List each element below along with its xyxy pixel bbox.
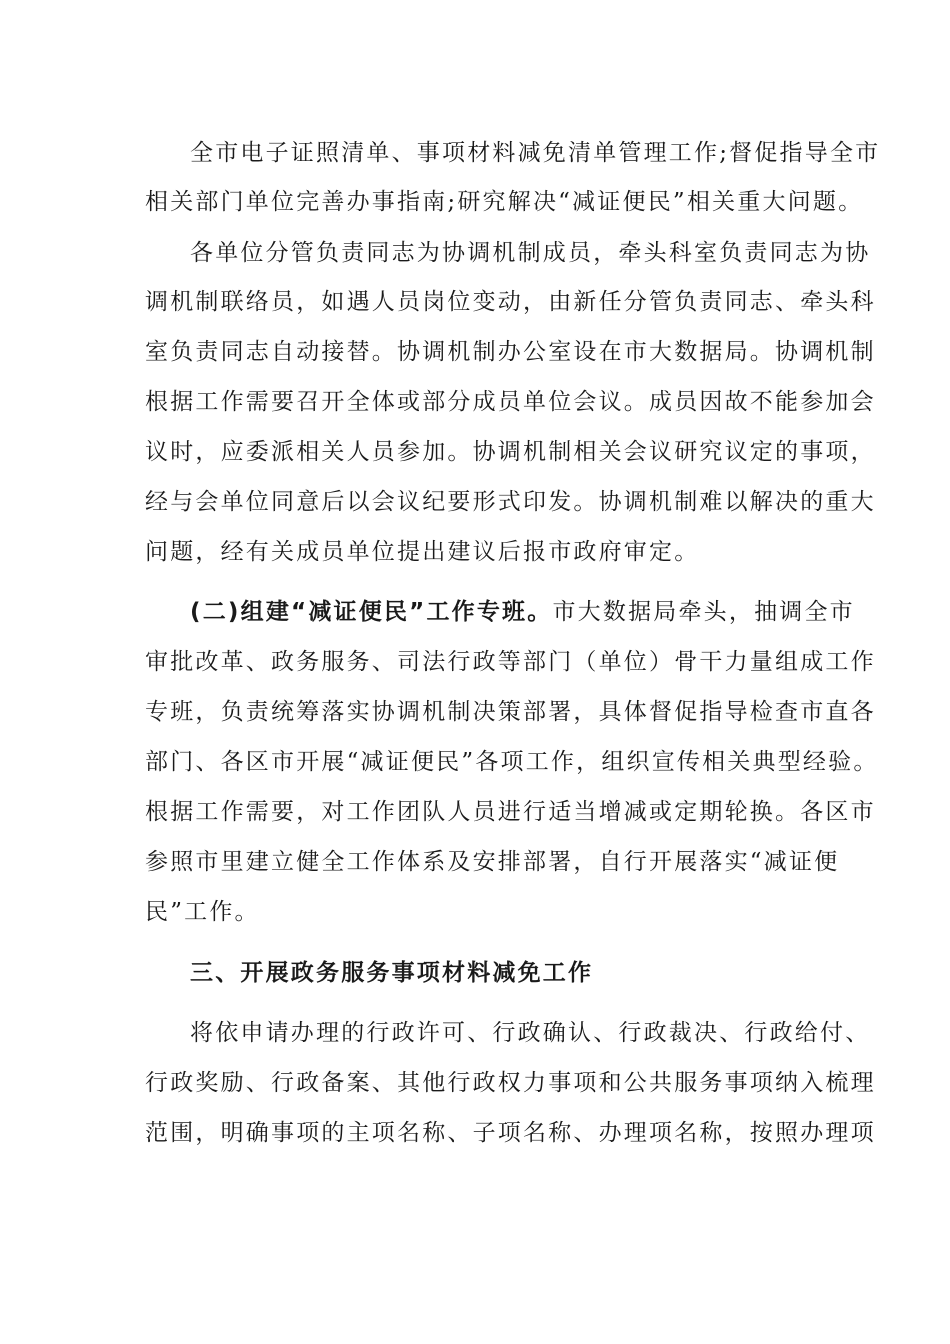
subsection-heading: (二)组建“减证便民”工作专班。 [190, 599, 553, 625]
paragraph-text: 市大数据局牵头，抽调全市 [552, 599, 855, 625]
paragraph-line: 全市电子证照清单、事项材料减免清单管理工作;督促指导全市 [190, 140, 881, 166]
section-heading: 三、开展政务服务事项材料减免工作 [190, 960, 594, 986]
paragraph-line: 行政奖励、行政备案、其他行政权力事项和公共服务事项纳入梳理 [145, 1070, 876, 1096]
paragraph-line: 各单位分管负责同志为协调机制成员，牵头科室负责同志为协 [190, 240, 871, 266]
paragraph-line: 专班，负责统筹落实协调机制决策部署，具体督促指导检查市直各 [145, 699, 876, 725]
paragraph-line: 审批改革、政务服务、司法行政等部门（单位）骨干力量组成工作 [145, 649, 876, 675]
paragraph-line: 调机制联络员，如遇人员岗位变动，由新任分管负责同志、牵头科 [145, 289, 876, 315]
paragraph-line: 经与会单位同意后以会议纪要形式印发。协调机制难以解决的重大 [145, 489, 876, 515]
paragraph-line: 范围，明确事项的主项名称、子项名称、办理项名称，按照办理项 [145, 1120, 876, 1146]
paragraph-line: 民”工作。 [145, 899, 260, 925]
paragraph-line: 部门、各区市开展“减证便民”各项工作，组织宣传相关典型经验。 [145, 749, 879, 775]
paragraph-line [190, 597, 855, 627]
paragraph-line: 相关部门单位完善办事指南;研究解决“减证便民”相关重大问题。 [145, 189, 864, 215]
paragraph-line: 问题，经有关成员单位提出建议后报市政府审定。 [145, 539, 700, 565]
paragraph-line: 根据工作需要，对工作团队人员进行适当增减或定期轮换。各区市 [145, 799, 876, 825]
paragraph-line: 室负责同志自动接替。协调机制办公室设在市大数据局。协调机制 [145, 339, 876, 365]
paragraph-line: 议时，应委派相关人员参加。协调机制相关会议研究议定的事项， [145, 439, 876, 465]
paragraph-line: 根据工作需要召开全体或部分成员单位会议。成员因故不能参加会 [145, 389, 876, 415]
paragraph-line: 将依申请办理的行政许可、行政确认、行政裁决、行政给付、 [190, 1020, 871, 1046]
paragraph-line: 参照市里建立健全工作体系及安排部署，自行开展落实“减证便 [145, 849, 840, 875]
